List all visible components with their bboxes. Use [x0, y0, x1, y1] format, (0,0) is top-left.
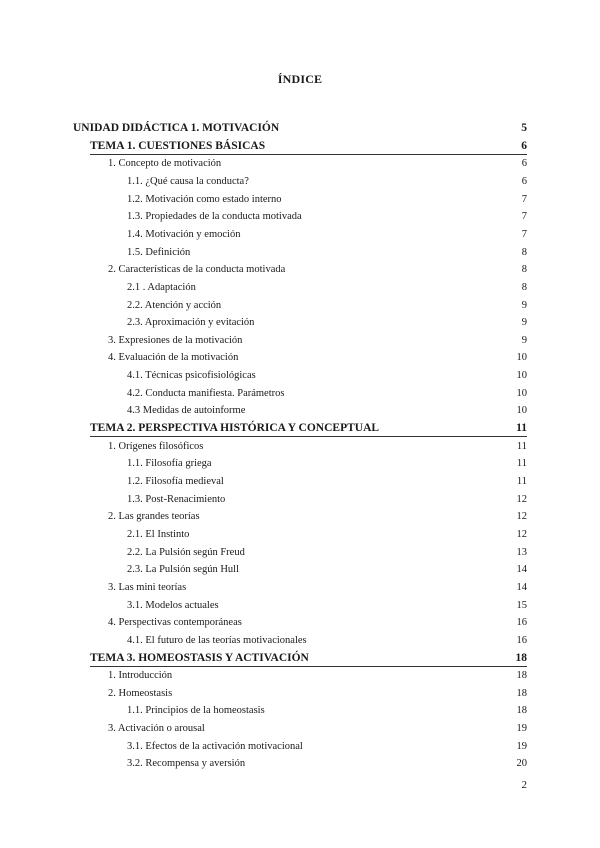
toc-entry-title: 1.3. Post-Renacimiento	[127, 493, 226, 505]
toc-entry[interactable]	[127, 297, 527, 314]
toc-entry-title: 3.1. Modelos actuales	[127, 599, 219, 611]
toc-entry-page: 19	[516, 723, 527, 735]
toc-entry-page: 18	[515, 651, 527, 664]
toc-entry-page: 12	[516, 493, 527, 505]
toc-entry-title: TEMA 3. HOMEOSTASIS Y ACTIVACIÓN	[90, 651, 309, 664]
toc-entry-title: 1.2. Filosofía medieval	[127, 476, 224, 487]
toc-entry-page: 8	[521, 281, 527, 293]
toc-entry-page: 7	[521, 193, 527, 205]
toc-entry[interactable]	[127, 173, 527, 190]
toc-entry-title: 1. Orígenes filosóficos	[108, 440, 204, 452]
toc-entry[interactable]	[108, 685, 527, 702]
toc-entry-page: 13	[516, 546, 527, 558]
toc-entry-page: 6	[521, 139, 527, 152]
toc-entry-page: 6	[521, 158, 527, 170]
toc-entry-title: 1.1. ¿Qué causa la conducta?	[127, 175, 249, 187]
toc-entry-title: 4.1. Técnicas psicofisiológicas	[127, 370, 256, 382]
toc-entry[interactable]	[127, 597, 527, 614]
toc-entry-page: 8	[521, 246, 527, 258]
toc-entry-page: 18	[516, 687, 527, 699]
toc-entry-title: 1.4. Motivación y emoción	[127, 228, 241, 240]
toc-entry-page: 10	[516, 352, 527, 364]
toc-entry-title: 3. Activación o arousal	[108, 723, 205, 735]
toc-heading-entry[interactable]	[90, 138, 527, 155]
toc-entry-page: 6	[521, 175, 527, 187]
toc-entry-title: 3. Expresiones de la motivación	[108, 334, 243, 346]
toc-entry-page: 16	[516, 617, 527, 629]
toc-entry-page: 11	[516, 422, 527, 435]
toc-entry-page: 9	[521, 317, 527, 329]
toc-entry[interactable]	[127, 561, 527, 578]
toc-entry-title: 3.2. Recompensa y aversión	[127, 758, 246, 770]
toc-entry[interactable]	[108, 614, 527, 631]
page-number: 2	[521, 779, 527, 791]
toc-entry[interactable]	[127, 385, 527, 402]
toc-entry[interactable]	[127, 473, 527, 490]
toc-entry[interactable]	[108, 720, 527, 737]
toc-entry-title: 1.1. Filosofía griega	[127, 458, 212, 470]
toc-entry-page: 10	[516, 370, 527, 382]
toc-entry-title: 2.2. La Pulsión según Freud	[127, 546, 245, 558]
toc-entry[interactable]	[127, 367, 527, 384]
toc-entry-page: 10	[516, 405, 527, 417]
toc-entry-page: 11	[516, 458, 527, 470]
toc-entry-title: TEMA 2. PERSPECTIVA HISTÓRICA Y CONCEPTUAL	[90, 422, 380, 435]
toc-entry[interactable]	[108, 261, 527, 278]
toc-entry-title: 2. Homeostasis	[108, 687, 173, 699]
toc-entry-title: 4.1. El futuro de las teorías motivacionales	[127, 634, 307, 646]
toc-entry-page: 14	[516, 564, 527, 576]
toc-entry-title: 3. Las mini teorías	[108, 581, 187, 593]
toc-entry-page: 15	[516, 599, 527, 611]
toc-entry-page: 10	[516, 387, 527, 399]
toc-entry-title: 2.3. La Pulsión según Hull	[127, 564, 239, 576]
toc-entry-title: 2. Características de la conducta motivada	[108, 264, 286, 276]
toc-entry[interactable]	[127, 738, 527, 755]
toc-entry-page: 7	[521, 228, 527, 240]
toc-entry[interactable]	[108, 508, 527, 525]
toc-entry-title: 1.3. Propiedades de la conducta motivada	[127, 211, 302, 223]
toc-entry[interactable]	[127, 455, 527, 472]
toc-entry-page: 18	[516, 705, 527, 717]
toc-entry[interactable]	[127, 526, 527, 543]
toc-heading-entry[interactable]	[90, 650, 527, 667]
toc-entry-title: 4. Perspectivas contemporáneas	[108, 617, 242, 629]
toc-heading-entry[interactable]	[73, 120, 527, 137]
toc-entry[interactable]	[127, 314, 527, 331]
toc-entry[interactable]	[108, 438, 527, 455]
toc-entry-page: 16	[516, 634, 527, 646]
toc-entry-page: 9	[521, 299, 527, 311]
toc-entry[interactable]	[108, 667, 527, 684]
toc-entry[interactable]	[127, 491, 527, 508]
toc-entry-title: 2. Las grandes teorías	[108, 511, 200, 523]
toc-entry[interactable]	[108, 332, 527, 349]
toc-entry-page: 7	[521, 211, 527, 223]
toc-entry-title: 2.1 . Adaptación	[127, 281, 196, 293]
toc-entry-page: 5	[521, 122, 527, 134]
toc-entry-page: 8	[521, 264, 527, 276]
toc-entry-title: 1.1. Principios de la homeostasis	[127, 705, 265, 717]
toc-entry[interactable]	[108, 155, 527, 172]
toc-entry[interactable]	[108, 349, 527, 366]
toc-entry-title: 2.3. Aproximación y evitación	[127, 317, 255, 329]
toc-entry[interactable]	[127, 632, 527, 649]
toc-entry-page: 12	[516, 511, 527, 523]
toc-entry[interactable]	[127, 226, 527, 243]
page-title: ÍNDICE	[277, 72, 323, 86]
toc-entry-title: 2.2. Atención y acción	[127, 299, 222, 311]
toc-entry[interactable]	[127, 191, 527, 208]
toc-entry[interactable]	[127, 402, 527, 419]
toc-entry-page: 20	[516, 758, 527, 770]
toc-entry[interactable]	[127, 702, 527, 719]
toc-entry-title: TEMA 1. CUESTIONES BÁSICAS	[90, 139, 266, 152]
toc-entry[interactable]	[127, 208, 527, 225]
toc-entry[interactable]	[127, 755, 527, 772]
toc-entry-title: 2.1. El Instinto	[127, 528, 190, 540]
toc-entry-page: 19	[516, 740, 527, 752]
toc-entry[interactable]	[108, 579, 527, 596]
toc-entry-title: 1. Concepto de motivación	[108, 158, 222, 170]
toc-entry-title: 4. Evaluación de la motivación	[108, 352, 239, 364]
toc-entry-title: 3.1. Efectos de la activación motivacional	[127, 740, 303, 752]
toc-entry-page: 9	[521, 334, 527, 346]
toc-entry-title: 1. Introducción	[108, 670, 173, 682]
toc-entry-title: 4.2. Conducta manifiesta. Parámetros	[127, 387, 285, 399]
toc-entry-page: 14	[516, 581, 527, 593]
toc-entry-title: 1.5. Definición	[127, 246, 191, 258]
toc-entry-title: 4.3 Medidas de autoinforme	[127, 405, 246, 417]
toc-entry-page: 12	[516, 528, 527, 540]
toc-entry[interactable]	[127, 244, 527, 261]
toc-entry-page: 18	[516, 670, 527, 682]
toc-heading-entry[interactable]	[90, 420, 527, 437]
toc-entry-title: UNIDAD DIDÁCTICA 1. MOTIVACIÓN	[73, 122, 280, 134]
toc-entry-page: 11	[516, 440, 527, 452]
toc-entry[interactable]	[127, 279, 527, 296]
toc-entry-title: 1.2. Motivación como estado interno	[127, 193, 282, 205]
toc-entry[interactable]	[127, 544, 527, 561]
toc-entry-page: 11	[516, 476, 527, 487]
